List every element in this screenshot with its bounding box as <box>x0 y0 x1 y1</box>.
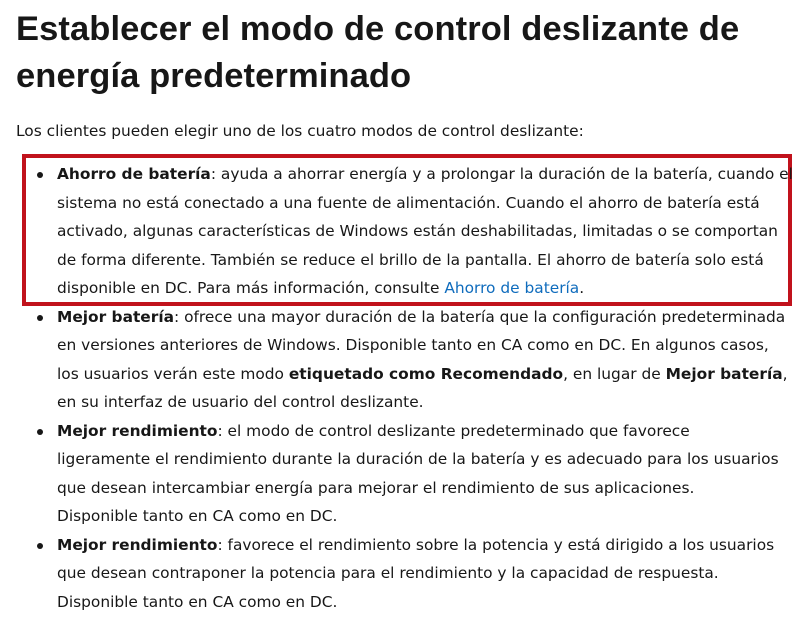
bullet-icon <box>37 543 43 549</box>
battery-saver-link[interactable]: Ahorro de batería <box>444 279 580 297</box>
list-item-best-performance: Mejor rendimiento: favorece el rendimiento sobre la potencia y está dirigido a los usuarios que desean contraponer la potencia para el rendimiento y la capacidad de respuesta. Disponible tanto en CA como en DC. <box>0 531 782 617</box>
bullet-icon <box>37 315 43 321</box>
list-item-better-battery: Mejor batería: ofrece una mayor duración de la batería que la configuración predeterminada en versiones anteriores de Windows. Disponible tanto en CA como en DC. En algunos casos, los usuarios verán este modo etiquetado como Recomendado, en lugar de Mejor batería, en su interfaz de usuario del control deslizante. <box>0 303 782 417</box>
term-battery-saver: Ahorro de batería <box>57 165 211 183</box>
bullet-icon <box>37 429 43 435</box>
page-title-line-1: Establecer el modo de control deslizante de <box>16 10 740 48</box>
term-better-performance: Mejor rendimiento <box>57 421 218 440</box>
intro-paragraph: Los clientes pueden elegir uno de los cuatro modos de control deslizante: <box>16 122 584 140</box>
list-item-battery-saver: Ahorro de batería: ayuda a ahorrar energía y a prolongar la duración de la batería, cuando el sistema no está conectado a una fuente de alimentación. Cuando el ahorro de batería está activado, algunas características de Windows están deshabilitadas, limitadas o se comportan de forma diferente. También se reduce el brillo de la pantalla. El ahorro de batería solo está disponible en DC. Para más información, consulte Ahorro de batería. <box>0 160 782 303</box>
term-better-battery: Mejor batería <box>57 307 175 326</box>
list-item-better-performance: Mejor rendimiento: el modo de control deslizante predeterminado que favorece ligeramente el rendimiento durante la duración de la batería y es adecuado para los usuarios que desean intercambiar energía para mejorar el rendimiento de sus aplicaciones. Disponible tanto en CA como en DC. <box>0 417 782 531</box>
mode-list <box>0 160 799 616</box>
bullet-icon <box>37 172 43 178</box>
term-best-performance: Mejor rendimiento <box>57 535 218 554</box>
page-title <box>16 6 786 100</box>
page-title-line-2: energía predeterminado <box>16 57 412 95</box>
